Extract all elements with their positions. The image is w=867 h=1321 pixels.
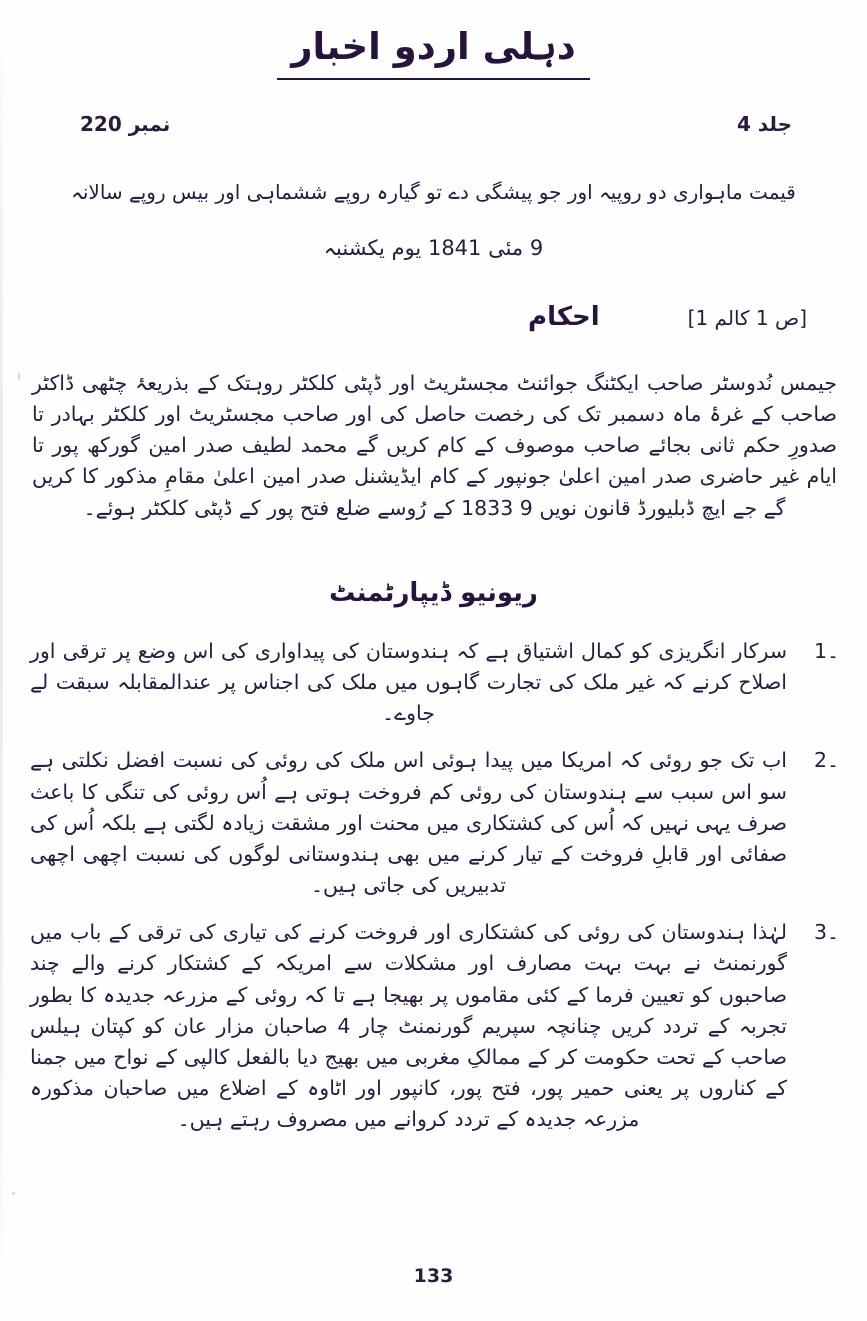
list-item (30, 917, 839, 1135)
scan-speck-artifact (18, 372, 20, 381)
list-item (30, 745, 839, 901)
issue-meta-row (80, 112, 792, 136)
list-item-marker: 1۔ (813, 639, 839, 663)
ahkaam-heading-row (60, 302, 807, 332)
list-item-marker: 2۔ (813, 748, 839, 773)
list-item-text: اب تک جو روئی کہ امریکا میں پیدا ہوئی اس ملک کی روئی کی نسبت افضل نکلتی ہے سو اس سبب سے ہندوستان کی روئی کم فروخت ہوتی ہے اُس روئی کی تنگی کا باعث صرف یہی نہیں کہ اُس کی کشتکاری میں محنت اور مشقت زیادہ لگتی ہے بلکہ اُس کی صفائی اور قابلِ فروخت کے تیار کرنے میں بھی ہندوستانی لوگوں کی نسبت اچھی اچھی تدبیریں کی جاتی ہیں۔ (30, 748, 787, 898)
revenue-item-list (30, 636, 839, 1151)
issue-volume: جلد 4 (736, 112, 792, 136)
publication-date: 9 مئی 1841 یوم یکشنبہ (323, 236, 544, 260)
section-title-revenue-department: ریونیو ڈیپارٹمنٹ (329, 578, 538, 608)
scan-speck-artifact (12, 1192, 15, 1195)
list-item-text: سرکار انگریزی کو کمال اشتیاق ہے کہ ہندوستان کی پیداواری کی اس وضع پر ترقی اور اصلاح کرنے کہ غیر ملک کی تجارت گاہوں میں ملک کی اجناس پر عندالمقابلہ سبقت لے جاوے۔ (30, 639, 787, 726)
subscription-price-line: قیمت ماہواری دو روپیہ اور جو پیشگی دے تو گیارہ روپے ششماہی اور بیس روپے سالانہ (71, 180, 796, 204)
list-item-text: لہٰذا ہندوستان کی روئی کی کشتکاری اور فروخت کرنے کی تیاری کی ترقی کے باب میں گورنمنٹ نے بہت بہت مصارف اور مشکلات سے امریکہ کے کشتکار کرنے والے چند صاحبوں کو تعیین فرما کے کئی مقاموں پر بھیجا ہے تا کہ روئی کے مزرعہ جدیدہ کا بطور تجربہ کے تردد کریں چنانچہ سپریم گورنمنٹ چار 4 صاحبان مزار عان کو کپتان ہیلس صاحب کے تحت حکومت کر کے ممالکِ مغربی میں بھیج دیا بالفعل کالپی کے نواح میں جمنا کے کناروں پر یعنی حمیر پور، فتح پور، کانپور اور اٹاوہ کے اضلاع میں صاحبان مذکورہ مزرعہ جدیدہ کے تردد کروانے میں مصروف رہتے ہیں۔ (30, 920, 787, 1132)
issue-number: نمبر 220 (80, 112, 171, 136)
list-item (30, 636, 839, 729)
masthead (0, 22, 867, 80)
page-number: 133 (413, 1265, 454, 1287)
newspaper-title: دہلی اردو اخبار (277, 22, 590, 80)
column-reference: [ص 1 کالم 1] (687, 306, 807, 330)
section-title-ahkaam: احکام (528, 302, 600, 332)
ahkaam-body-text: جیمس نُدوسٹر صاحب ایکٹنگ جوائنٹ مجسٹریٹ اور ڈپٹی کلکٹر روہتک کے بذریعۂ چٹھی ڈاکٹر صاحب کے غرۂ ماہ دسمبر تک کی رخصت حاصل کی اور صاحب مجسٹریٹ اور کلکٹر بہادر تا صدورِ حکم ثانی بجائے صاحب موصوف کے کام کریں گے محمد لطیف صدر امین گورکھ پور تا ایام غیر حاضری صدر امین اعلیٰ جونپور کے کام ایڈیشنل صدر امین اعلیٰ مقامِ مذکور کا کریں گے جے ایچ ڈبلیورڈ قانون نویں 9 1833 کے رُوسے ضلع فتح پور کے ڈپٹی کلکٹر ہوئے۔ (32, 371, 837, 520)
list-item-marker: 3۔ (813, 920, 839, 945)
